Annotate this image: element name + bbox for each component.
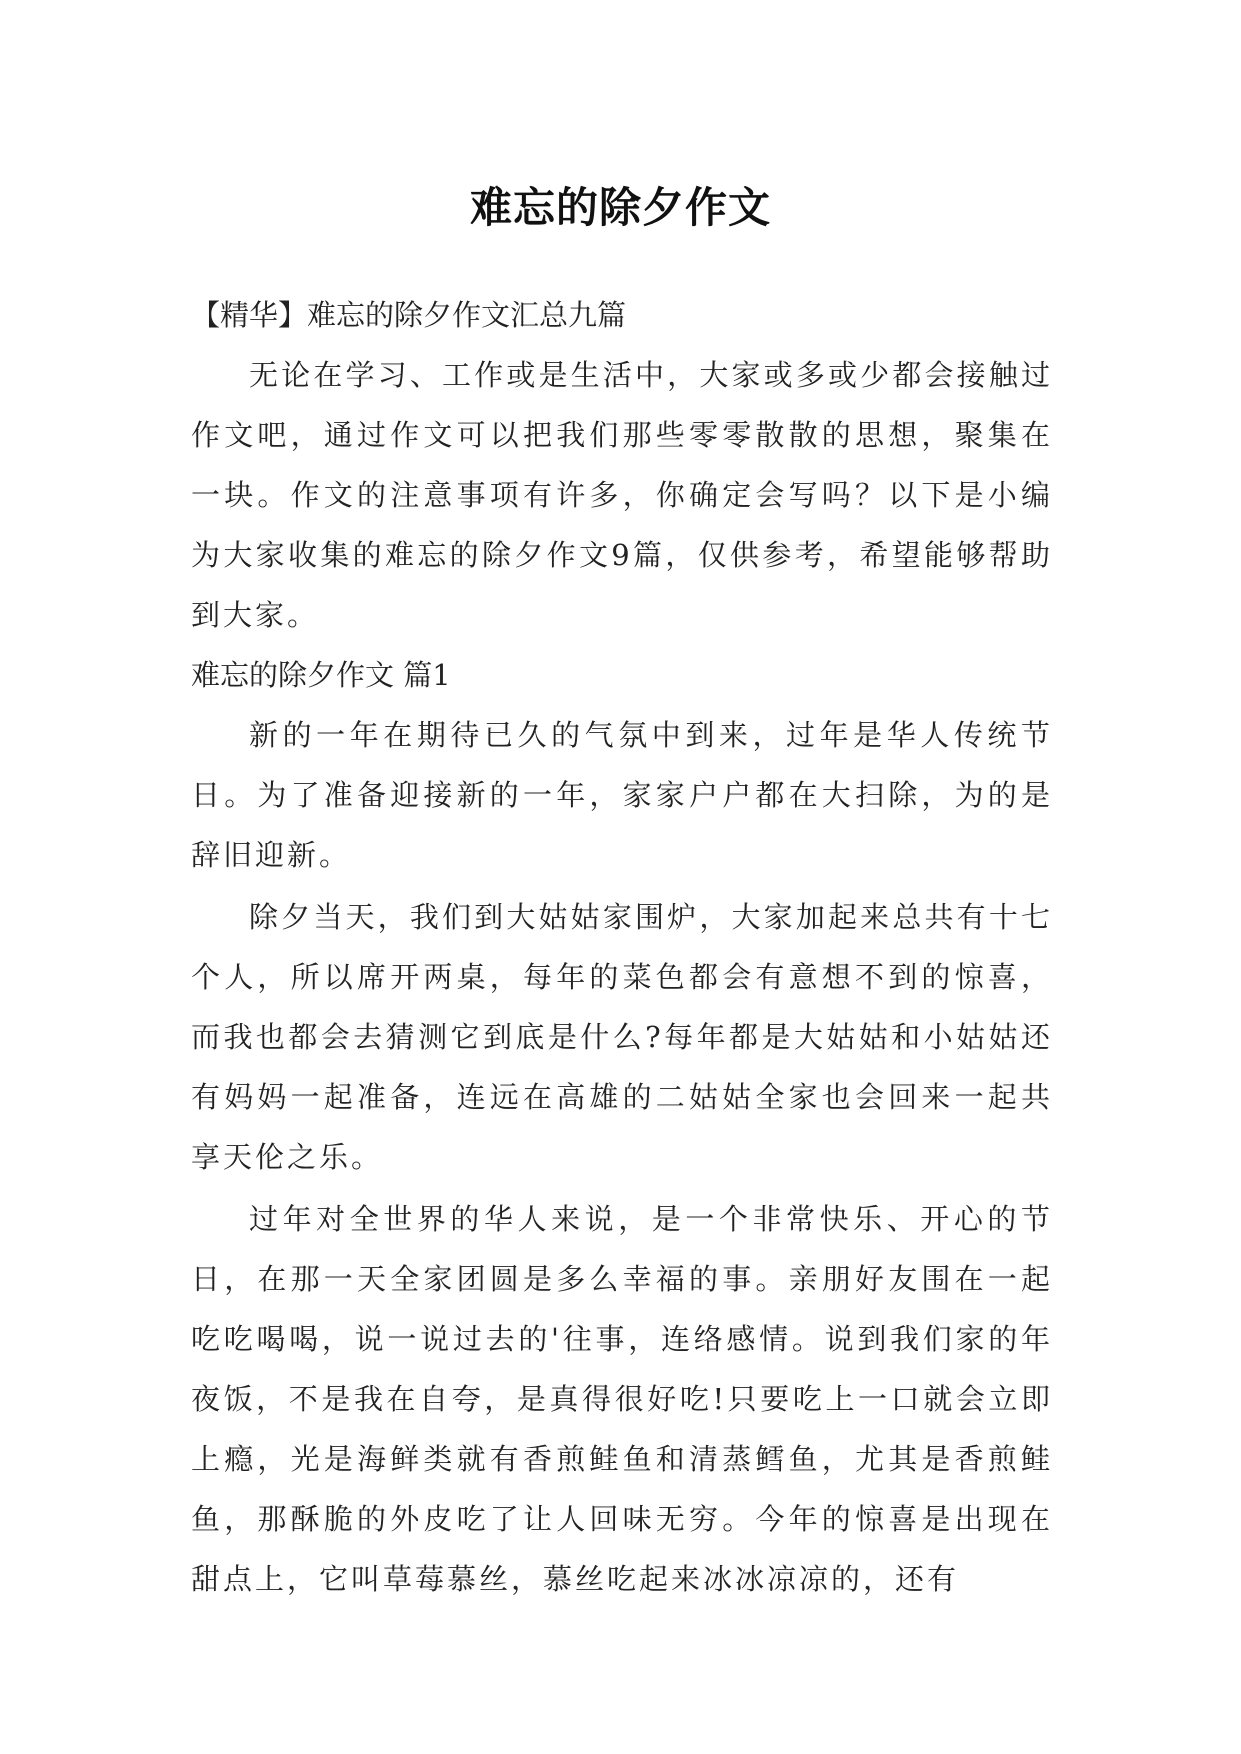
body-paragraph: 除夕当天，我们到大姑姑家围炉，大家加起来总共有十七个人，所以席开两桌，每年的菜色都会有意想不到的惊喜，而我也都会去猜测它到底是什么?每年都是大姑姑和小姑姑还有妈妈一起准备，连远在高雄的二姑姑全家也会回来一起共享天伦之乐。	[191, 900, 1053, 1174]
body-paragraph: 过年对全世界的华人来说，是一个非常快乐、开心的节日，在那一天全家团圆是多么幸福的事。亲朋好友围在一起吃吃喝喝，说一说过去的'往事，连络感情。说到我们家的年夜饭，不是我在自夸，是真得很好吃!只要吃上一口就会立即上瘾，光是海鲜类就有香煎鲑鱼和清蒸鳕鱼，尤其是香煎鲑鱼，那酥脆的外皮吃了让人回味无穷。今年的惊喜是出现在甜点上，它叫草莓慕丝，慕丝吃起来冰冰凉凉的，还有	[191, 1202, 1053, 1596]
section-heading: 难忘的除夕作文 篇1	[191, 658, 451, 692]
body-paragraph: 新的一年在期待已久的气氛中到来，过年是华人传统节日。为了准备迎接新的一年，家家户户都在大扫除，为的是辞旧迎新。	[191, 718, 1053, 872]
lead-heading: 【精华】难忘的除夕作文汇总九篇	[191, 298, 627, 332]
document-body	[191, 285, 1053, 1609]
document-title: 难忘的除夕作文	[469, 183, 771, 233]
intro-paragraph: 无论在学习、工作或是生活中，大家或多或少都会接触过作文吧，通过作文可以把我们那些零零散散的思想，聚集在一块。作文的注意事项有许多，你确定会写吗？以下是小编为大家收集的难忘的除夕作文9篇，仅供参考，希望能够帮助到大家。	[191, 358, 1053, 632]
